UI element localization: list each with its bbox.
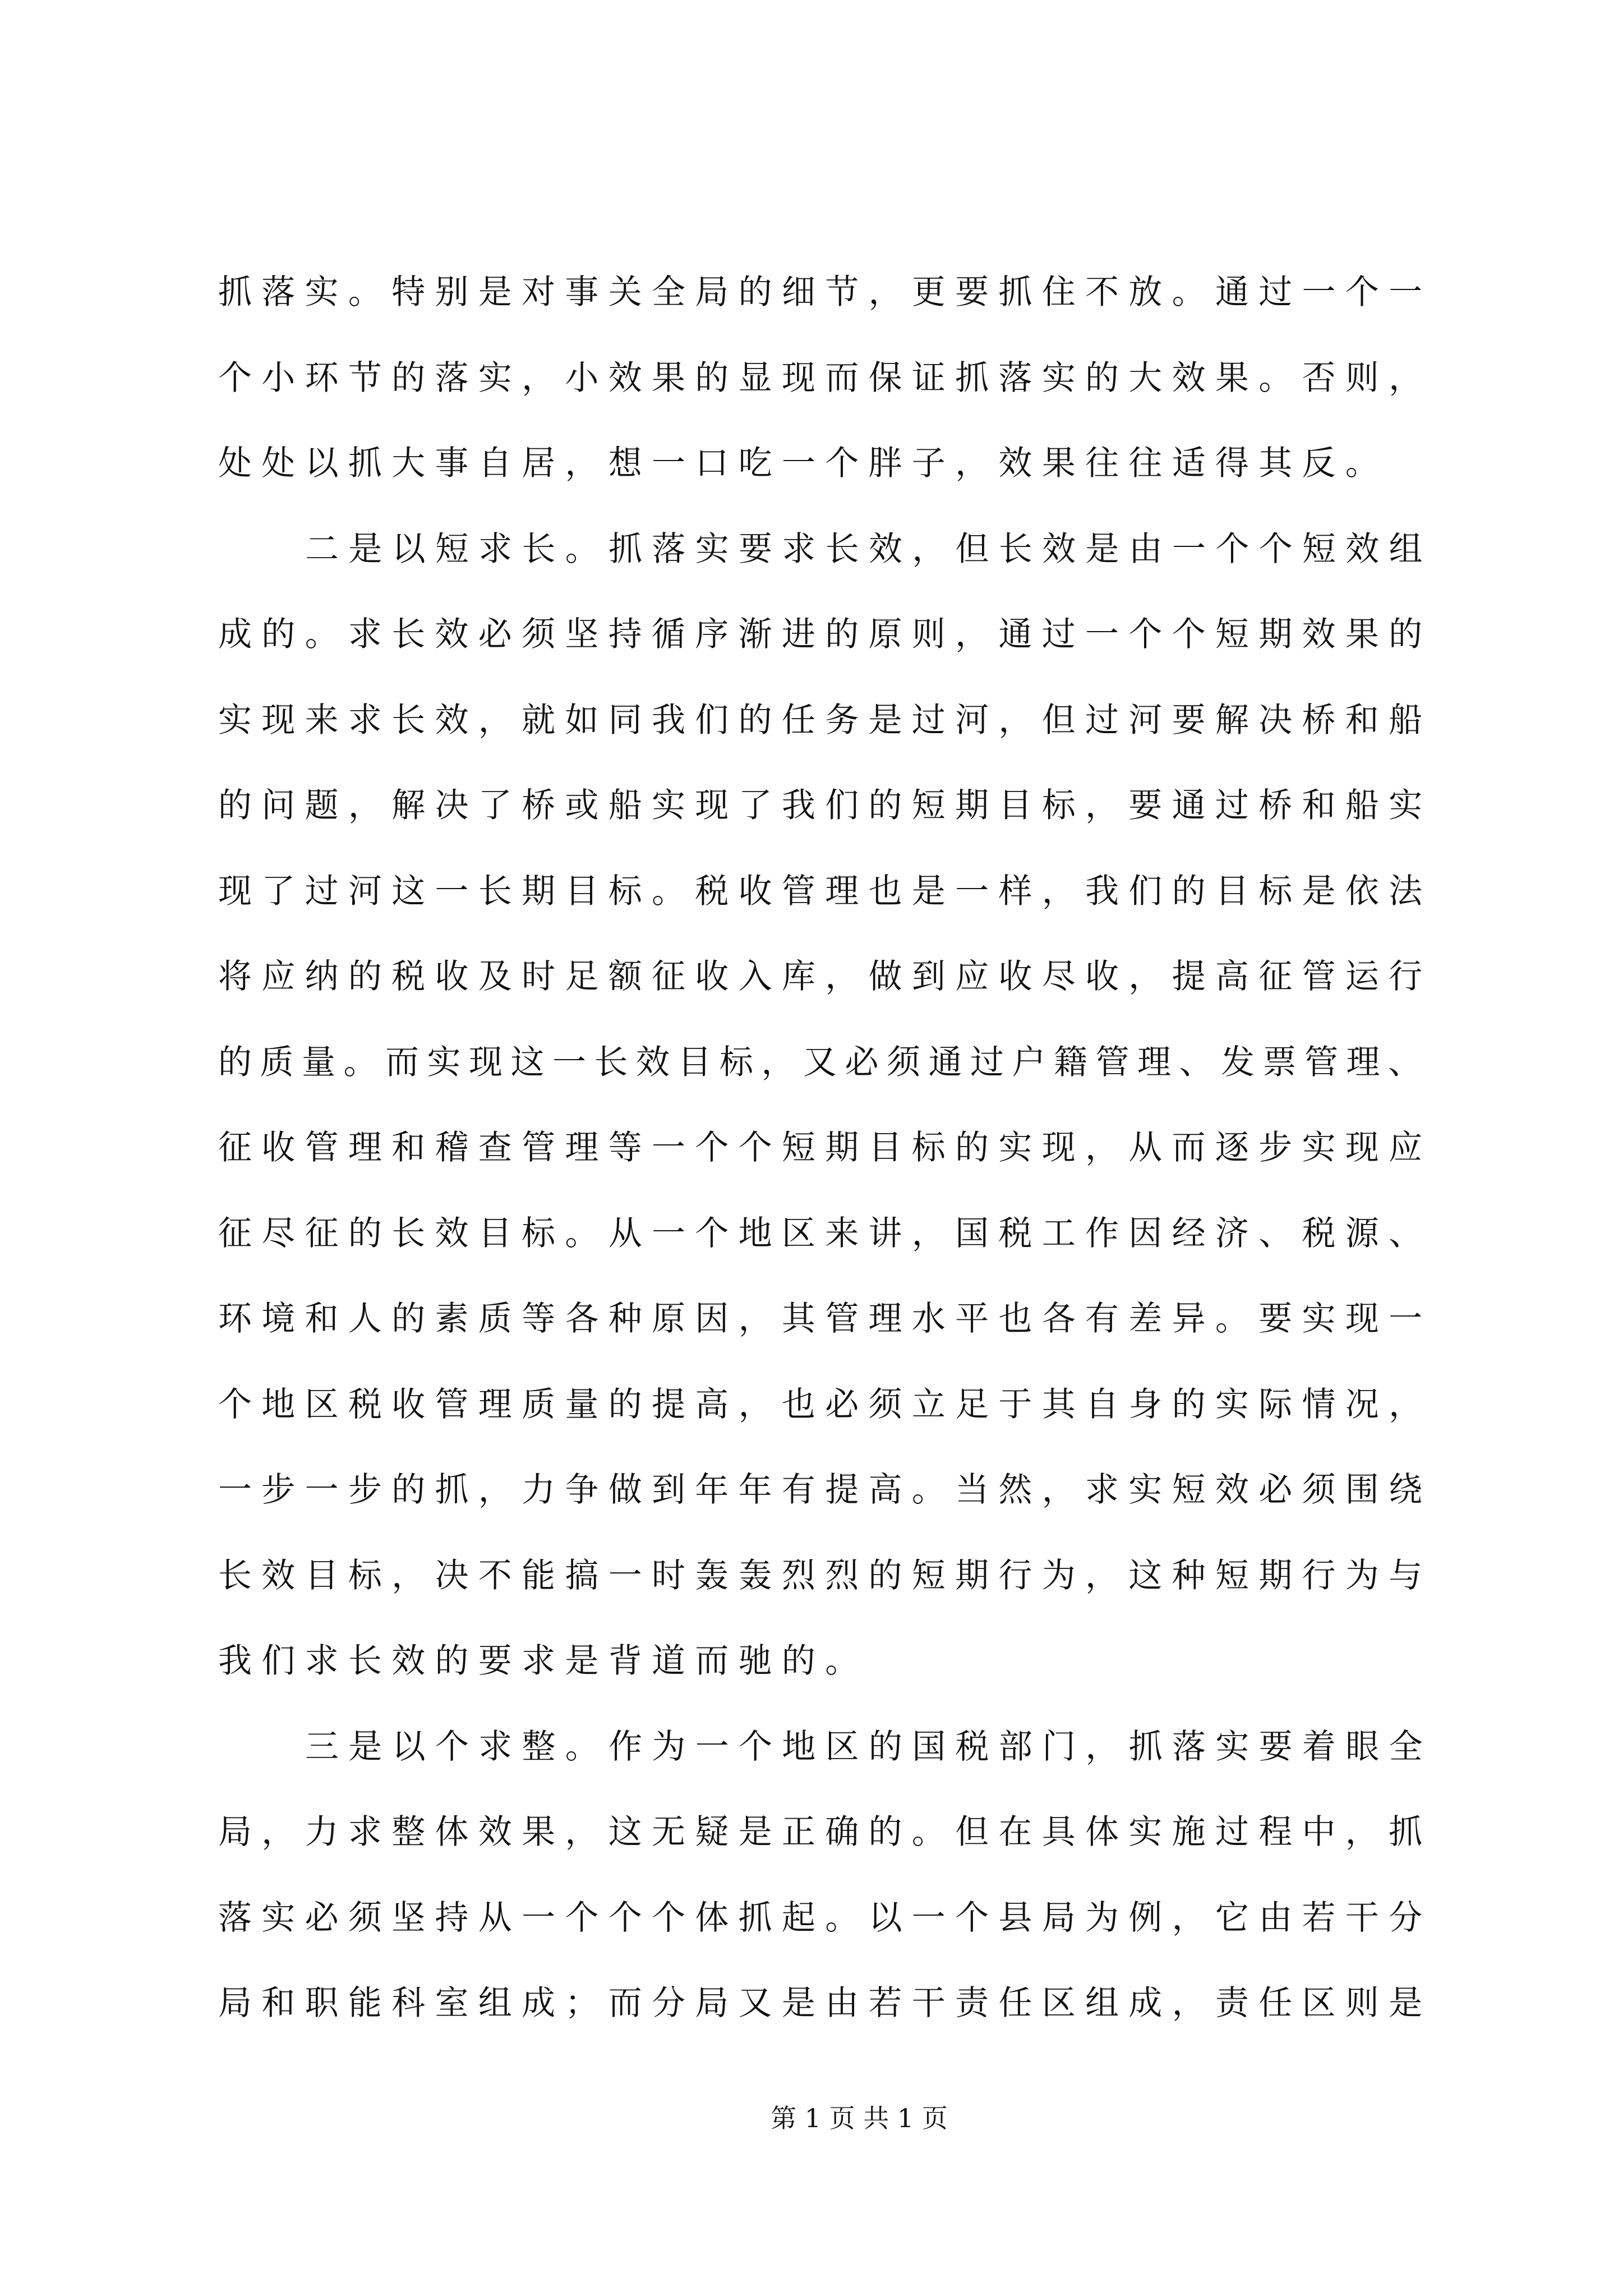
body-text-line: 处处以抓大事自居，想一口吃一个胖子，效果往往适得其反。 — [218, 444, 1389, 483]
body-text-line: 一步一步的抓，力争做到年年有提高。当然，求实短效必须围绕 — [218, 1470, 1432, 1510]
paragraph — [218, 1704, 1508, 2046]
paragraph — [218, 507, 1508, 1704]
body-text-line: 征尽征的长效目标。从一个地区来讲，国税工作因经济、税源、 — [218, 1213, 1432, 1253]
body-text-line: 长效目标，决不能搞一时轰轰烈烈的短期行为，这种短期行为与 — [218, 1556, 1432, 1595]
body-text-line: 环境和人的素质等各种原因，其管理水平也各有差异。要实现一 — [218, 1299, 1432, 1338]
body-text-line: 现了过河这一长期目标。税收管理也是一样，我们的目标是依法 — [218, 871, 1432, 911]
body-text-line: 的质量。而实现这一长效目标，又必须通过户籍管理、发票管理、 — [218, 1042, 1430, 1082]
page-footer — [771, 2101, 948, 2135]
body-text-line: 成的。求长效必须坚持循序渐进的原则，通过一个个短期效果的 — [218, 615, 1432, 654]
paragraph — [218, 250, 1508, 507]
body-text-line: 抓落实。特别是对事关全局的细节，更要抓住不放。通过一个一 — [218, 273, 1432, 312]
body-text-line: 我们求长效的要求是背道而驰的。 — [218, 1641, 869, 1681]
body-text-line: 个地区税收管理质量的提高，也必须立足于其自身的实际情况， — [218, 1384, 1432, 1424]
body-text-line: 将应纳的税收及时足额征收入库，做到应收尽收，提高征管运行 — [218, 957, 1432, 996]
body-text-line: 实现来求长效，就如同我们的任务是过河，但过河要解决桥和船 — [218, 700, 1432, 740]
body-text-line: 二是以短求长。抓落实要求长效，但长效是由一个个短效组 — [305, 529, 1432, 569]
body-text-line: 个小环节的落实，小效果的显现而保证抓落实的大效果。否则， — [218, 358, 1432, 398]
body-text-line: 三是以个求整。作为一个地区的国税部门，抓落实要着眼全 — [305, 1727, 1432, 1766]
body-text — [218, 250, 1508, 2046]
body-text-line: 征收管理和稽查管理等一个个短期目标的实现，从而逐步实现应 — [218, 1128, 1432, 1167]
body-text-line: 落实必须坚持从一个个个体抓起。以一个县局为例，它由若干分 — [218, 1898, 1432, 1938]
page-number-label: 第 1 页 共 1 页 — [771, 2103, 948, 2133]
body-text-line: 局和职能科室组成；而分局又是由若干责任区组成，责任区则是 — [218, 1984, 1432, 2023]
body-text-line: 的问题，解决了桥或船实现了我们的短期目标，要通过桥和船实 — [218, 786, 1432, 825]
body-text-line: 局，力求整体效果，这无疑是正确的。但在具体实施过程中，抓 — [218, 1812, 1432, 1852]
